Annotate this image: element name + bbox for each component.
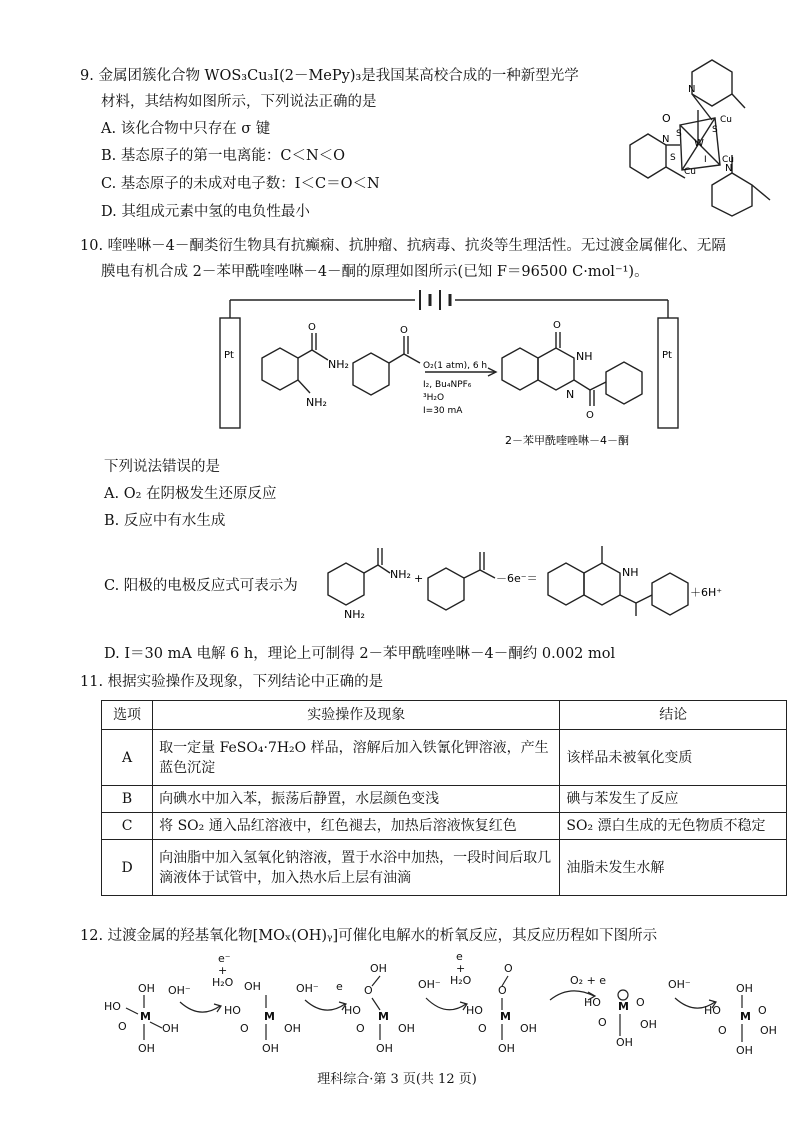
q11-experiment-table — [101, 700, 787, 896]
s6-ho: HO — [704, 1004, 721, 1017]
s2-oh-right: OH — [284, 1022, 301, 1035]
s4-oh-bottom: OH — [498, 1042, 515, 1055]
q10-stem-line2: 膜电有机合成 2－苯甲酰喹唑啉－4－酮的原理如图所示(已知 F＝96500 C·mol⁻¹)。 — [101, 264, 649, 280]
eq-nh2b: NH₂ — [344, 608, 365, 618]
atom-i: I — [704, 155, 707, 165]
row-conclusion: SO₂ 漂白生成的无色物质不稳定 — [560, 813, 787, 840]
q11-stem-text: 根据实验操作及现象，下列结论中正确的是 — [107, 674, 384, 690]
s3-plus: + — [456, 962, 466, 975]
row-operation: 向碘水中加入苯，振荡后静置，水层颜色变浅 — [153, 786, 560, 813]
condition-3: ³H₂O — [423, 393, 445, 403]
eq-nh: NH — [622, 566, 639, 579]
table-row — [102, 730, 787, 786]
s5-ho: HO — [584, 996, 601, 1009]
right-electrode-label: Pt — [662, 350, 672, 361]
s1-h2o: H₂O — [212, 976, 234, 989]
atom-cu1: Cu — [720, 115, 732, 125]
q9-option-c: C. 基态原子的未成对电子数：I＜C＝O＜N — [101, 176, 380, 192]
s4-o: O — [498, 984, 507, 997]
eq-minus-e: －6e⁻＝ — [496, 572, 538, 585]
s3-o: O — [364, 984, 373, 997]
s5-m: M — [618, 1000, 629, 1013]
q9-stem-line1 — [80, 66, 579, 86]
q10-option-c: C. 阳极的电极反应式可表示为 — [104, 578, 298, 594]
q10-stem-line1 — [80, 236, 726, 256]
atom-cu2: Cu — [722, 155, 734, 165]
table-row — [102, 786, 787, 813]
s4-m: M — [500, 1010, 511, 1023]
left-electrode — [220, 318, 240, 428]
row-operation: 取一定量 FeSO₄·7H₂O 样品，溶解后加入铁氰化钾溶液，产生蓝色沉淀 — [153, 730, 560, 786]
s1-plus: + — [218, 964, 228, 977]
s1-e-minus: e⁻ — [218, 952, 231, 965]
row-option: A — [102, 730, 153, 786]
s6-o: O — [758, 1004, 767, 1017]
s5-oh-right: OH — [640, 1018, 657, 1031]
row-operation: 向油脂中加入氢氧化钠溶液，置于水浴中加热，一段时间后取几滴液体于试管中，加入热水后上层有油滴 — [153, 840, 560, 896]
r2-oxygen: O — [400, 325, 408, 336]
q10-number: 10. — [80, 238, 104, 254]
s3-e: e — [456, 950, 463, 963]
s2-ho: HO — [224, 1004, 241, 1017]
s2-oh-minus: OH⁻ — [296, 982, 319, 995]
table-header-conclusion: 结论 — [560, 701, 787, 730]
q9-stem-text: 金属团簇化合物 WOS₃Cu₃I(2－MePy)₃是我国某高校合成的一种新型光学 — [98, 68, 579, 84]
row-operation: 将 SO₂ 通入品红溶液中，红色褪去，加热后溶液恢复红色 — [153, 813, 560, 840]
s3-h2o: H₂O — [450, 974, 472, 987]
s3-o-left: O — [356, 1022, 365, 1035]
q10-option-d: D. I＝30 mA 电解 6 h，理论上可制得 2－苯甲酰喹唑啉－4－酮约 0.002 mol — [104, 646, 616, 662]
row-conclusion: 碘与苯发生了反应 — [560, 786, 787, 813]
q10-option-b: B. 反应中有水生成 — [104, 513, 226, 529]
s1-oh-top: OH — [138, 982, 155, 995]
q12-stem — [80, 926, 657, 946]
table-header-operation: 实验操作及现象 — [153, 701, 560, 730]
s3-ho: HO — [344, 1004, 361, 1017]
q9-option-b: B. 基态原子的第一电离能：C＜N＜O — [101, 148, 346, 164]
p-oxygen-1: O — [553, 320, 561, 331]
s1-oh-bottom: OH — [138, 1042, 155, 1055]
s1-oh-right: OH — [162, 1022, 179, 1035]
r1-nh2b: NH₂ — [306, 396, 327, 409]
atom-w: W — [694, 138, 704, 149]
arrow-2 — [305, 1000, 345, 1010]
s6-oh-top: OH — [736, 982, 753, 995]
s3-oh-right: OH — [398, 1022, 415, 1035]
table-header-option: 选项 — [102, 701, 153, 730]
product-name: 2－苯甲酰喹唑啉－4－酮 — [505, 434, 629, 447]
row-conclusion: 该样品未被氧化变质 — [560, 730, 787, 786]
left-electrode-label: Pt — [224, 350, 234, 361]
pyridine-ring-bottom — [712, 173, 752, 216]
r1-nh2: NH₂ — [328, 358, 349, 371]
p-nh: NH — [576, 350, 593, 363]
s4-o2-e: O₂ + e — [570, 974, 607, 987]
s2-o: O — [240, 1022, 249, 1035]
q9-structure-figure — [620, 50, 790, 225]
q9-option-a: A. 该化合物中只存在 σ 键 — [101, 121, 271, 137]
condition-2: I₂, Bu₄NPF₆ — [423, 380, 472, 390]
s1-m: M — [140, 1010, 151, 1023]
s5-o: O — [636, 996, 645, 1009]
q9-option-d: D. 其组成元素中氢的电负性最小 — [101, 204, 310, 220]
s1-oh-minus: OH⁻ — [168, 984, 191, 997]
s2-e: e — [336, 980, 343, 993]
eq-nh2: NH₂ — [390, 568, 411, 581]
condition-1: O₂(1 atm), 6 h — [423, 361, 488, 371]
pyridine-ring-left — [630, 134, 666, 178]
s5-plus-circle — [618, 990, 628, 1000]
s6-o-left: O — [718, 1024, 727, 1037]
q10-electrolysis-figure — [210, 288, 690, 458]
s6-oh-bottom: OH — [736, 1044, 753, 1057]
s3-m: M — [378, 1010, 389, 1023]
atom-cu3: Cu — [684, 167, 696, 177]
s2-oh-bottom: OH — [262, 1042, 279, 1055]
s5-oh-bottom: OH — [616, 1036, 633, 1049]
atom-n2: N — [662, 134, 670, 145]
q10-stem-text: 喹唑啉－4－酮类衍生物具有抗癫痫、抗肿瘤、抗病毒、抗炎等生理活性。无过渡金属催化、无隔 — [107, 238, 726, 254]
row-option: B — [102, 786, 153, 813]
s6-oh-right: OH — [760, 1024, 777, 1037]
table-row — [102, 840, 787, 896]
s3-oh-minus: OH⁻ — [418, 978, 441, 991]
q9-number: 9. — [80, 68, 94, 84]
s5-o-left: O — [598, 1016, 607, 1029]
q12-stem-text: 过渡金属的羟基氧化物[MOₓ(OH)ᵧ]可催化电解水的析氧反应，其反应历程如下图所示 — [107, 928, 658, 944]
s1-o: O — [118, 1020, 127, 1033]
s1-ho: HO — [104, 1000, 121, 1013]
page-footer: 理科综合·第 3 页(共 12 页) — [317, 1072, 477, 1087]
s3-oh-top: OH — [370, 962, 387, 975]
atom-s1: S — [676, 129, 682, 139]
s4-oh-right: OH — [520, 1022, 537, 1035]
s4-o-top: O — [504, 962, 513, 975]
s2-m: M — [264, 1010, 275, 1023]
arrow-1 — [180, 1002, 220, 1012]
atom-s2: S — [712, 125, 718, 135]
q10-sub-question: 下列说法错误的是 — [104, 459, 220, 475]
q9-stem-line2: 材料，其结构如图所示，下列说法正确的是 — [101, 94, 377, 110]
atom-s3: S — [670, 153, 676, 163]
s4-o-left: O — [478, 1022, 487, 1035]
arrow-3 — [426, 998, 466, 1010]
s5-oh-minus: OH⁻ — [668, 978, 691, 991]
p-n: N — [566, 388, 575, 401]
q11-number: 11. — [80, 674, 104, 690]
r1-oxygen: O — [308, 322, 316, 333]
eq-plus: + — [414, 572, 424, 585]
eq-plus-h: ＋6H⁺ — [690, 586, 723, 599]
atom-n3: N — [725, 163, 733, 174]
table-header-row — [102, 701, 787, 730]
row-option: D — [102, 840, 153, 896]
q12-number: 12. — [80, 928, 104, 944]
s6-m: M — [740, 1010, 751, 1023]
condition-4: I=30 mA — [423, 406, 463, 416]
s2-oh-top: OH — [244, 980, 261, 993]
q10-option-a: A. O₂ 在阴极发生还原反应 — [104, 486, 277, 502]
p-oxygen-2: O — [586, 410, 594, 421]
pyridine-ring-top — [692, 60, 732, 106]
q10-anode-equation — [320, 538, 790, 618]
s3-oh-bottom: OH — [376, 1042, 393, 1055]
atom-n1: N — [688, 84, 696, 95]
q12-mechanism-figure — [100, 950, 790, 1060]
row-conclusion: 油脂未发生水解 — [560, 840, 787, 896]
s4-ho: HO — [466, 1004, 483, 1017]
right-electrode — [658, 318, 678, 428]
atom-o: O — [662, 112, 671, 125]
q11-stem — [80, 672, 383, 692]
table-row — [102, 813, 787, 840]
row-option: C — [102, 813, 153, 840]
